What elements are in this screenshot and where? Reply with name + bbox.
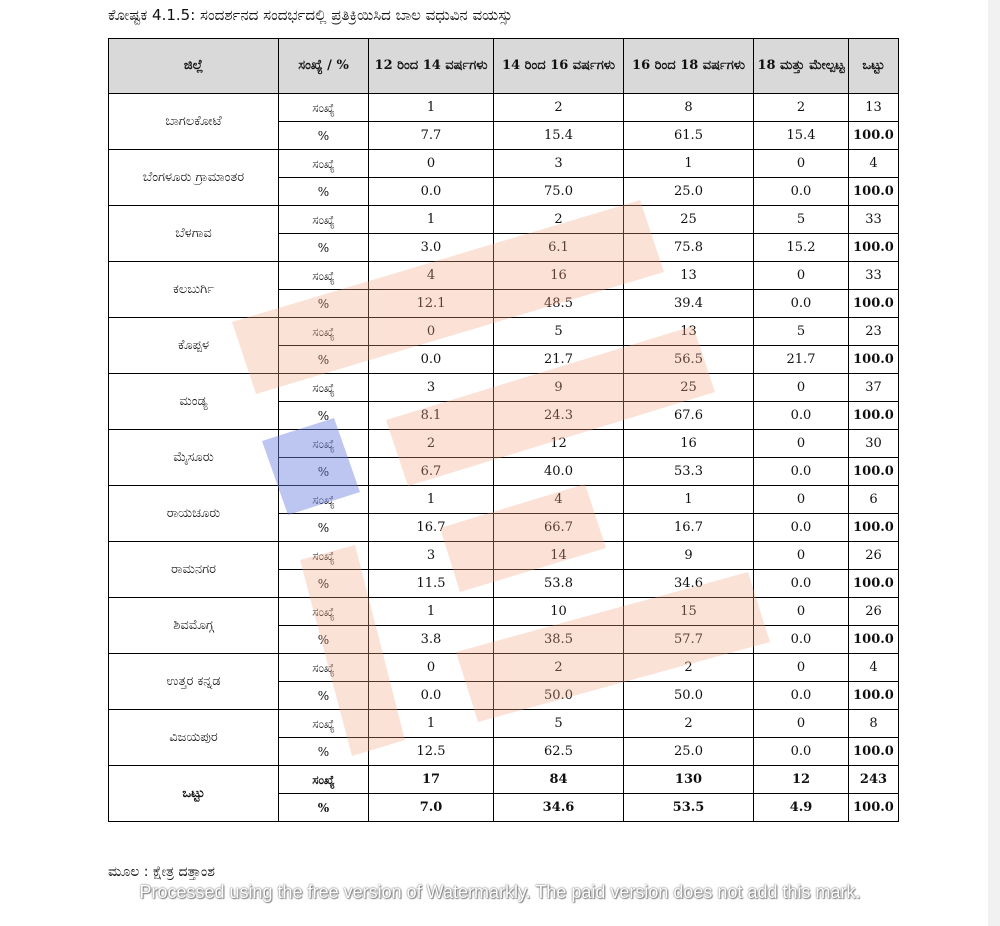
percent-cell: 67.6 [624,402,754,430]
table-row-count [109,598,899,626]
unit-label: % [279,402,369,430]
count-cell: 0 [369,150,494,178]
count-cell: 0 [754,150,849,178]
percent-cell: 16.7 [369,514,494,542]
watermark-text: Processed using the free version of Watermarkly. The paid version does not add this mark. [139,882,861,902]
count-cell: 4 [849,654,899,682]
unit-label: % [279,682,369,710]
percent-cell: 38.5 [494,626,624,654]
district-name: ಉತ್ತರ ಕನ್ನಡ [109,654,279,710]
count-cell: 4 [369,262,494,290]
unit-label: % [279,458,369,486]
percent-cell: 0.0 [754,570,849,598]
district-name: ಬೆಂಗಳೂರು ಗ್ರಾಮಾಂತರ [109,150,279,206]
percent-cell: 100.0 [849,178,899,206]
unit-label: % [279,570,369,598]
percent-cell: 75.8 [624,234,754,262]
unit-label: % [279,346,369,374]
district-name: ರಾಯಚೂರು [109,486,279,542]
table-row-count [109,374,899,402]
count-cell: 3 [369,542,494,570]
table-row-count [109,542,899,570]
count-cell: 1 [369,206,494,234]
count-cell: 5 [494,318,624,346]
count-cell: 16 [494,262,624,290]
count-cell: 33 [849,262,899,290]
unit-label: ಸಂಖ್ಯೆ [279,262,369,290]
percent-cell: 100.0 [849,682,899,710]
count-cell: 33 [849,206,899,234]
header-unit: ಸಂಖ್ಯೆ / % [279,39,369,94]
total-row-count [109,766,899,794]
count-cell: 5 [754,318,849,346]
table-row-count [109,150,899,178]
count-cell: 243 [849,766,899,794]
header-14-16: 14 ರಿಂದ 16 ವರ್ಷಗಳು [494,39,624,94]
percent-cell: 48.5 [494,290,624,318]
count-cell: 84 [494,766,624,794]
count-cell: 0 [754,262,849,290]
count-cell: 0 [754,654,849,682]
percent-cell: 25.0 [624,738,754,766]
unit-label: ಸಂಖ್ಯೆ [279,486,369,514]
percent-cell: 0.0 [754,682,849,710]
unit-label: ಸಂಖ್ಯೆ [279,710,369,738]
unit-label: ಸಂಖ್ಯೆ [279,94,369,122]
percent-cell: 0.0 [754,626,849,654]
table-row-count [109,654,899,682]
district-name: ಕೊಪ್ಪಳ [109,318,279,374]
percent-cell: 100.0 [849,402,899,430]
count-cell: 0 [369,654,494,682]
percent-cell: 100.0 [849,514,899,542]
unit-label: % [279,122,369,150]
percent-cell: 3.8 [369,626,494,654]
source-note: ಮೂಲ : ಕ್ಷೇತ್ರ ದತ್ತಾಂಶ [108,864,215,880]
percent-cell: 100.0 [849,458,899,486]
percent-cell: 0.0 [369,178,494,206]
count-cell: 12 [754,766,849,794]
count-cell: 26 [849,542,899,570]
unit-label: % [279,178,369,206]
header-district: ಜಿಲ್ಲೆ [109,39,279,94]
count-cell: 13 [624,262,754,290]
header-16-18: 16 ರಿಂದ 18 ವರ್ಷಗಳು [624,39,754,94]
count-cell: 6 [849,486,899,514]
unit-label: ಸಂಖ್ಯೆ [279,598,369,626]
count-cell: 0 [754,374,849,402]
unit-label: % [279,290,369,318]
table-body [109,94,899,822]
percent-cell: 16.7 [624,514,754,542]
count-cell: 130 [624,766,754,794]
count-cell: 1 [624,486,754,514]
percent-cell: 0.0 [754,738,849,766]
count-cell: 3 [369,374,494,402]
page-edge [988,0,1000,926]
percent-cell: 7.0 [369,794,494,822]
count-cell: 1 [369,710,494,738]
percent-cell: 53.3 [624,458,754,486]
count-cell: 1 [624,150,754,178]
percent-cell: 53.5 [624,794,754,822]
count-cell: 1 [369,598,494,626]
percent-cell: 0.0 [754,514,849,542]
table-row-count [109,262,899,290]
district-name: ಬೆಳಗಾವ [109,206,279,262]
count-cell: 0 [754,430,849,458]
count-cell: 0 [754,598,849,626]
count-cell: 2 [494,206,624,234]
count-cell: 25 [624,206,754,234]
count-cell: 2 [754,94,849,122]
percent-cell: 39.4 [624,290,754,318]
district-name: ಬಾಗಲಕೋಟೆ [109,94,279,150]
count-cell: 9 [624,542,754,570]
percent-cell: 34.6 [624,570,754,598]
percent-cell: 15.2 [754,234,849,262]
percent-cell: 12.1 [369,290,494,318]
district-name: ಶಿವಮೊಗ್ಗ [109,598,279,654]
count-cell: 2 [494,94,624,122]
percent-cell: 100.0 [849,234,899,262]
count-cell: 2 [369,430,494,458]
count-cell: 0 [754,710,849,738]
count-cell: 1 [369,94,494,122]
header-18-plus: 18 ಮತ್ತು ಮೇಲ್ಪಟ್ಟ [754,39,849,94]
percent-cell: 100.0 [849,626,899,654]
count-cell: 2 [624,654,754,682]
percent-cell: 61.5 [624,122,754,150]
count-cell: 2 [624,710,754,738]
percent-cell: 75.0 [494,178,624,206]
percent-cell: 56.5 [624,346,754,374]
percent-cell: 0.0 [369,346,494,374]
age-table [108,38,899,822]
percent-cell: 34.6 [494,794,624,822]
count-cell: 5 [754,206,849,234]
percent-cell: 50.0 [624,682,754,710]
table-caption: ಕೋಷ್ಟಕ 4.1.5: ಸಂದರ್ಶನದ ಸಂದರ್ಭದಲ್ಲಿ ಪ್ರತಿಕ್ರಿಯಿಸಿದ ಬಾಲ ವಧುವಿನ ವಯಸ್ಸು [108,6,513,24]
percent-cell: 100.0 [849,290,899,318]
percent-cell: 24.3 [494,402,624,430]
unit-label: % [279,626,369,654]
unit-label: ಸಂಖ್ಯೆ [279,318,369,346]
unit-label: ಸಂಖ್ಯೆ [279,654,369,682]
percent-cell: 25.0 [624,178,754,206]
count-cell: 13 [624,318,754,346]
unit-label: % [279,234,369,262]
percent-cell: 53.8 [494,570,624,598]
percent-cell: 0.0 [754,290,849,318]
percent-cell: 100.0 [849,122,899,150]
count-cell: 9 [494,374,624,402]
count-cell: 30 [849,430,899,458]
percent-cell: 100.0 [849,738,899,766]
unit-label: % [279,794,369,822]
header-12-14: 12 ರಿಂದ 14 ವರ್ಷಗಳು [369,39,494,94]
percent-cell: 3.0 [369,234,494,262]
unit-label: ಸಂಖ್ಯೆ [279,206,369,234]
count-cell: 17 [369,766,494,794]
unit-label: ಸಂಖ್ಯೆ [279,542,369,570]
count-cell: 37 [849,374,899,402]
count-cell: 2 [494,654,624,682]
percent-cell: 6.1 [494,234,624,262]
percent-cell: 0.0 [754,458,849,486]
percent-cell: 0.0 [369,682,494,710]
count-cell: 4 [849,150,899,178]
percent-cell: 100.0 [849,346,899,374]
district-name: ರಾಮನಗರ [109,542,279,598]
count-cell: 15 [624,598,754,626]
table-row-count [109,318,899,346]
count-cell: 16 [624,430,754,458]
percent-cell: 66.7 [494,514,624,542]
count-cell: 10 [494,598,624,626]
percent-cell: 21.7 [754,346,849,374]
count-cell: 0 [754,486,849,514]
count-cell: 26 [849,598,899,626]
unit-label: ಸಂಖ್ಯೆ [279,766,369,794]
count-cell: 23 [849,318,899,346]
percent-cell: 15.4 [754,122,849,150]
count-cell: 5 [494,710,624,738]
percent-cell: 0.0 [754,178,849,206]
count-cell: 8 [849,710,899,738]
unit-label: % [279,514,369,542]
count-cell: 13 [849,94,899,122]
percent-cell: 100.0 [849,570,899,598]
percent-cell: 8.1 [369,402,494,430]
unit-label: ಸಂಖ್ಯೆ [279,374,369,402]
count-cell: 4 [494,486,624,514]
district-name: ಮಂಡ್ಯ [109,374,279,430]
count-cell: 12 [494,430,624,458]
count-cell: 0 [369,318,494,346]
count-cell: 8 [624,94,754,122]
district-name: ಕಲಬುರ್ಗಿ [109,262,279,318]
district-name: ವಿಜಯಪುರ [109,710,279,766]
table-row-count [109,206,899,234]
unit-label: ಸಂಖ್ಯೆ [279,150,369,178]
count-cell: 14 [494,542,624,570]
table-row-count [109,486,899,514]
table-row-count [109,710,899,738]
percent-cell: 4.9 [754,794,849,822]
district-name: ಒಟ್ಟು [109,766,279,822]
percent-cell: 62.5 [494,738,624,766]
percent-cell: 21.7 [494,346,624,374]
percent-cell: 12.5 [369,738,494,766]
percent-cell: 15.4 [494,122,624,150]
district-name: ಮೈಸೂರು [109,430,279,486]
percent-cell: 7.7 [369,122,494,150]
percent-cell: 57.7 [624,626,754,654]
percent-cell: 50.0 [494,682,624,710]
percent-cell: 0.0 [754,402,849,430]
count-cell: 3 [494,150,624,178]
count-cell: 1 [369,486,494,514]
percent-cell: 6.7 [369,458,494,486]
count-cell: 25 [624,374,754,402]
percent-cell: 11.5 [369,570,494,598]
table-header-row [109,39,899,94]
table-row-count [109,94,899,122]
table-row-count [109,430,899,458]
percent-cell: 40.0 [494,458,624,486]
unit-label: ಸಂಖ್ಯೆ [279,430,369,458]
header-total: ಒಟ್ಟು [849,39,899,94]
count-cell: 0 [754,542,849,570]
percent-cell: 100.0 [849,794,899,822]
unit-label: % [279,738,369,766]
